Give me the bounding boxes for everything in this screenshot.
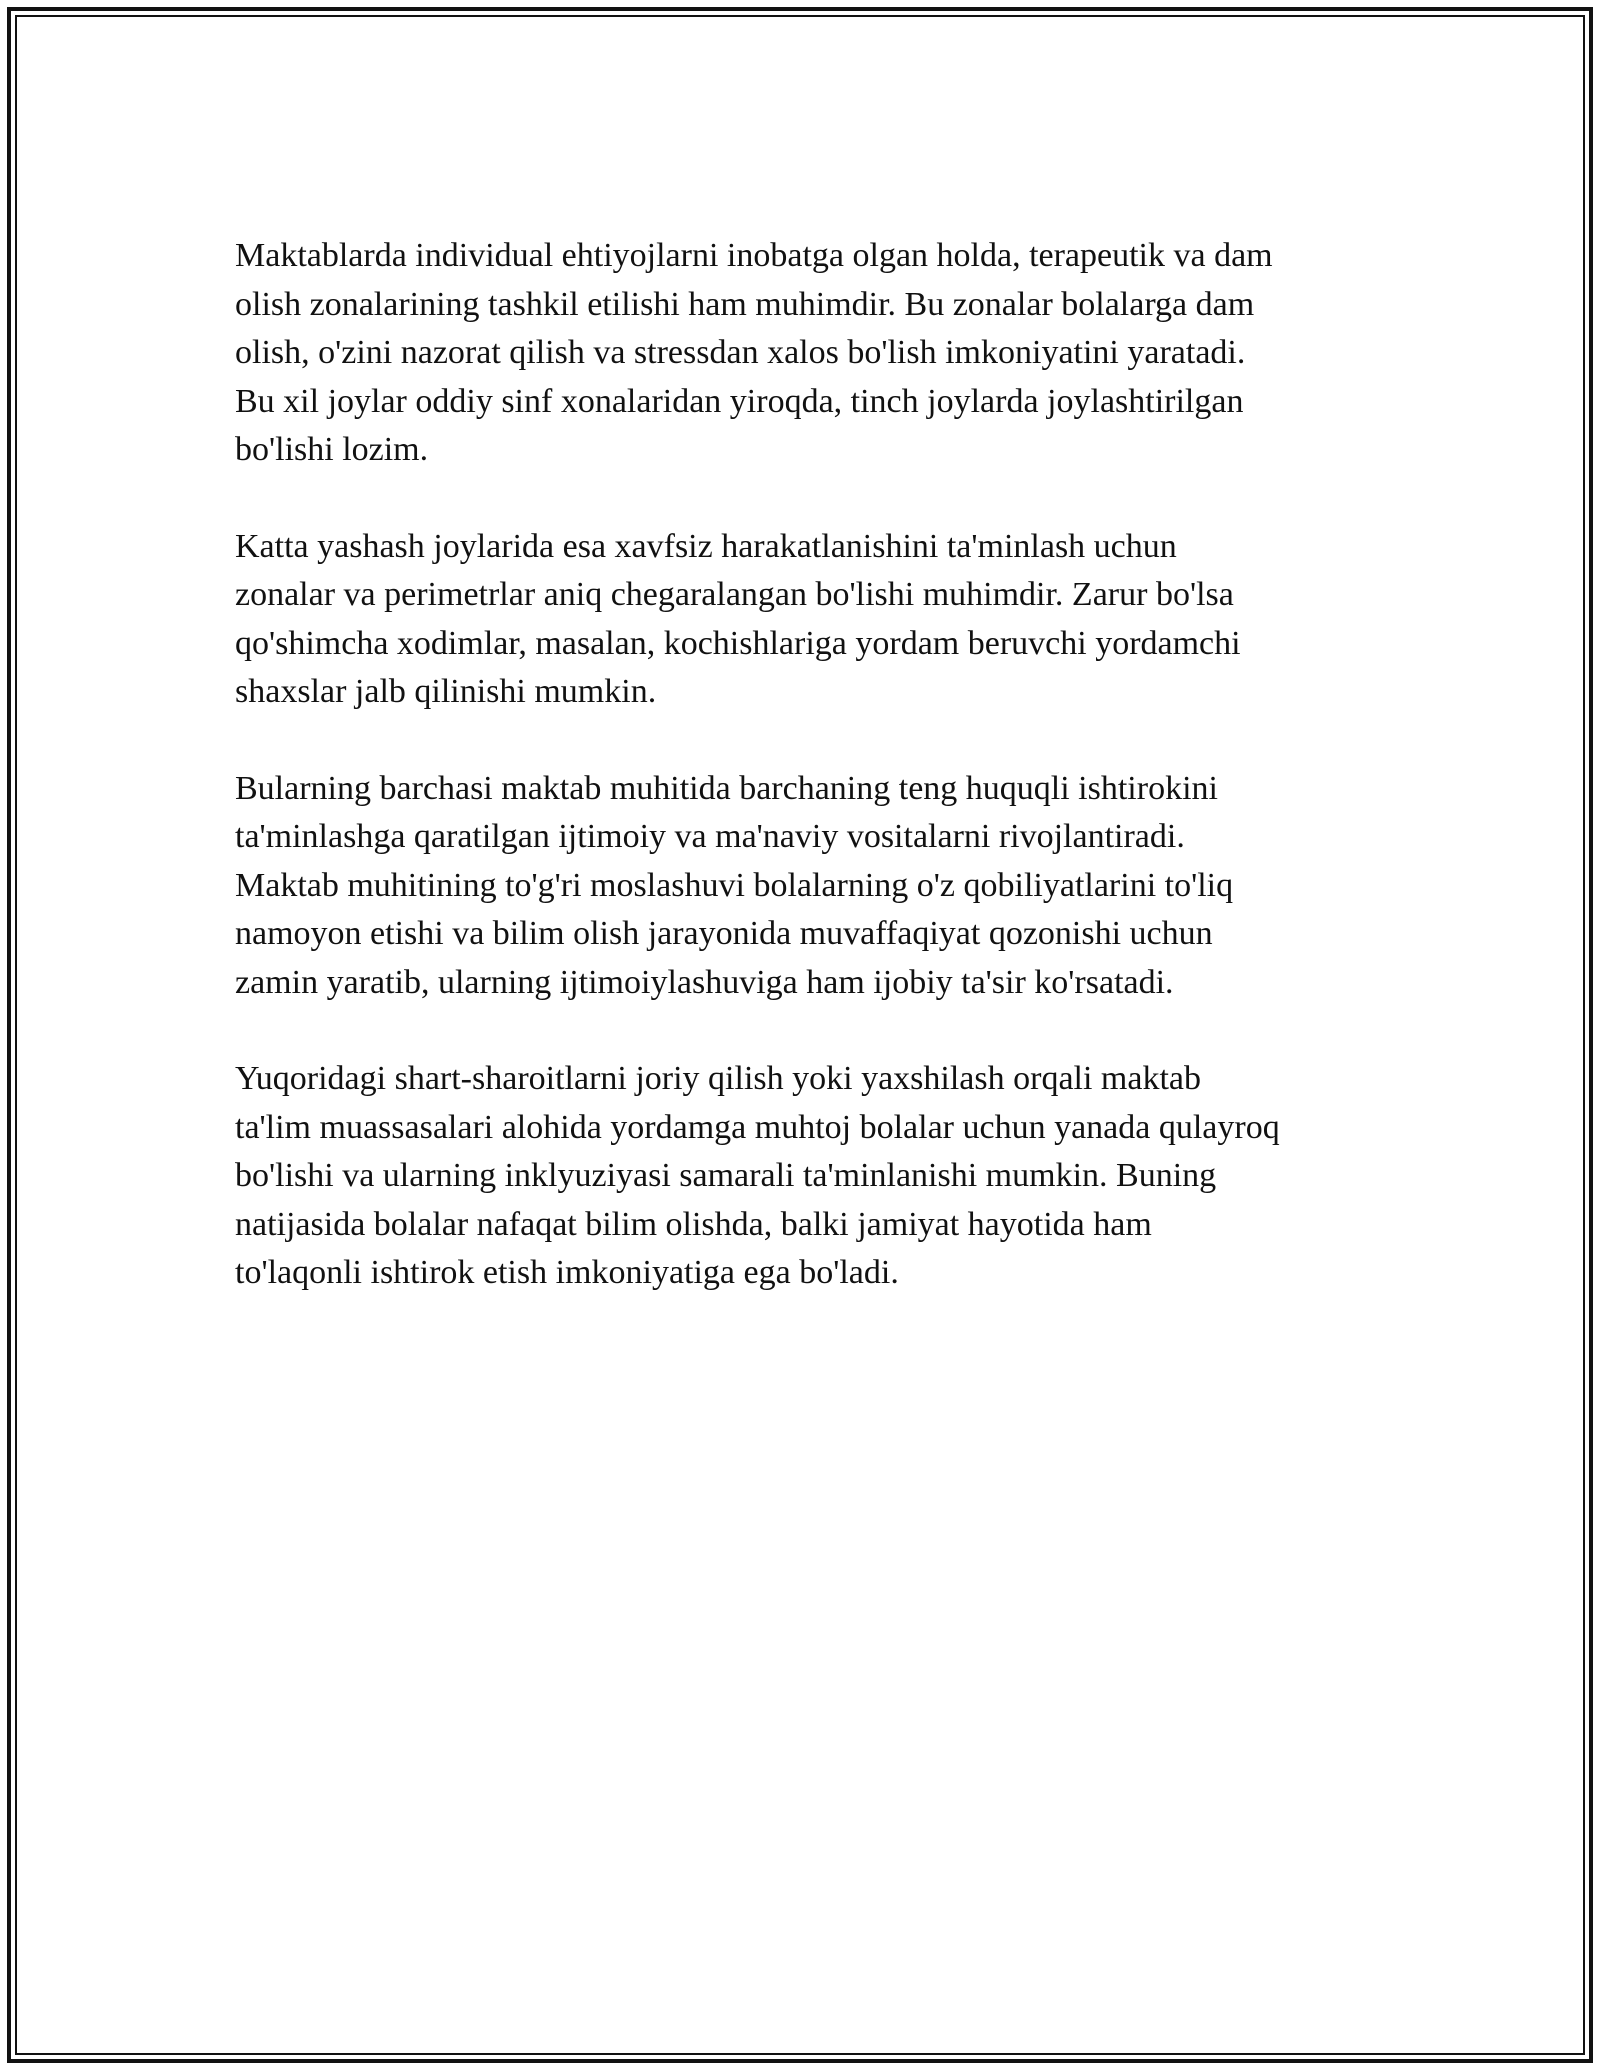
paragraph-1	[235, 232, 1385, 475]
text-line: olish, o'zini nazorat qilish va stressdan xalos bo'lish imkoniyatini yaratadi.	[235, 334, 1246, 371]
text-line: namoyon etishi va bilim olish jarayonida muvaffaqiyat qozonishi uchun	[235, 915, 1213, 952]
paragraph-3	[235, 765, 1385, 1008]
text-line: Yuqoridagi shart-sharoitlarni joriy qilish yoki yaxshilash orqali maktab	[235, 1060, 1201, 1097]
document-body	[235, 232, 1385, 1346]
text-line: olish zonalarining tashkil etilishi ham muhimdir. Bu zonalar bolalarga dam	[235, 285, 1255, 323]
text-line: zamin yaratib, ularning ijtimoiylashuviga ham ijobiy ta'sir ko'rsatadi.	[235, 963, 1174, 1001]
text-line: Maktab muhitining to'g'ri moslashuvi bolalarning o'z qobiliyatlarini to'liq	[235, 866, 1234, 904]
text-line: to'laqonli ishtirok etish imkoniyatiga ega bo'ladi.	[235, 1254, 899, 1291]
paragraph-4	[235, 1055, 1385, 1298]
text-line: shaxslar jalb qilinishi mumkin.	[235, 673, 657, 710]
text-line: Bu xil joylar oddiy sinf xonalaridan yiroqda, tinch joylarda joylashtirilgan	[235, 382, 1244, 420]
text-line: Bularning barchasi maktab muhitida barchaning teng huquqli ishtirokini	[235, 769, 1218, 807]
text-line: Maktablarda individual ehtiyojlarni inobatga olgan holda, terapeutik va dam	[235, 237, 1273, 274]
text-line: ta'lim muassasalari alohida yordamga muhtoj bolalar uchun yanada qulayroq	[235, 1108, 1280, 1146]
text-line: qo'shimcha xodimlar, masalan, kochishlariga yordam beruvchi yordamchi	[235, 624, 1241, 662]
text-line: bo'lishi lozim.	[235, 431, 429, 468]
text-line: Katta yashash joylarida esa xavfsiz harakatlanishini ta'minlash uchun	[235, 527, 1177, 565]
text-line: zonalar va perimetrlar aniq chegaralangan bo'lishi muhimdir. Zarur bo'lsa	[235, 576, 1234, 613]
text-line: bo'lishi va ularning inklyuziyasi samarali ta'minlanishi mumkin. Buning	[235, 1157, 1217, 1194]
text-line: natijasida bolalar nafaqat bilim olishda, balki jamiyat hayotida ham	[235, 1205, 1152, 1243]
text-line: ta'minlashga qaratilgan ijtimoiy va ma'naviy vositalarni rivojlantiradi.	[235, 818, 1185, 855]
paragraph-2	[235, 523, 1385, 717]
